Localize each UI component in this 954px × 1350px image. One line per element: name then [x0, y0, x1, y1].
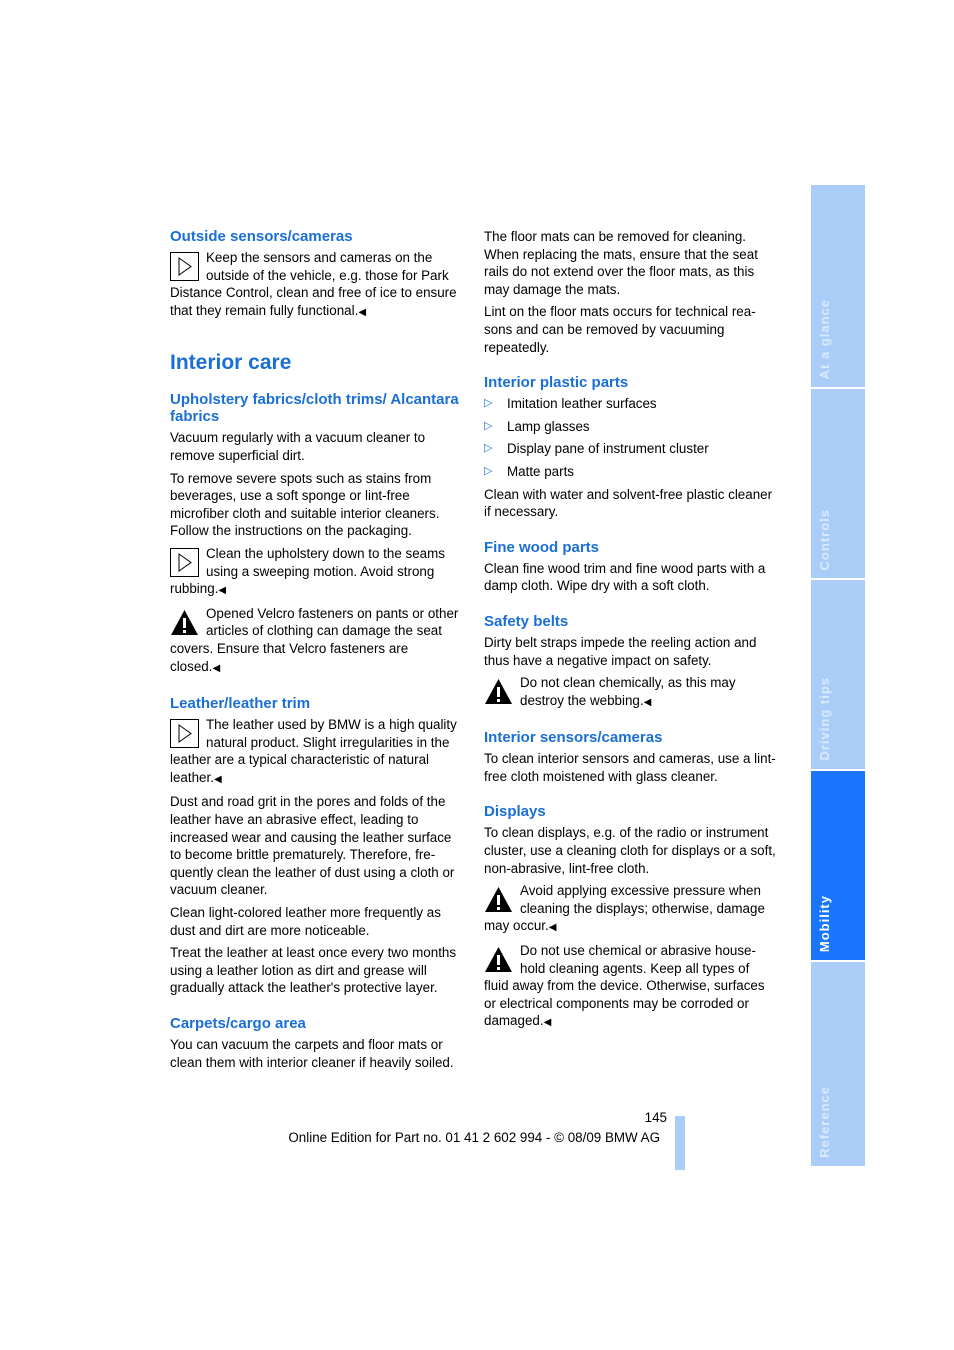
right-column	[484, 228, 776, 1037]
warning-triangle-icon	[484, 885, 513, 914]
floor-mats-p1: The floor mats can be removed for cleaning. When replacing the mats, ensure that the seat rails do not extend over the floor mats, as this may damage the mats.	[484, 229, 758, 297]
warning-text: Opened Velcro fasteners on pants or other articles of clothing can damage the seat covers. Ensure that Velcro fasteners are closed.	[170, 605, 459, 674]
leather-p1: Dust and road grit in the pores and folds of the leather have an abrasive effect, leading to increased wear and causing the leather surface to become brittle prematurely. Therefore, fre-quently clean the leather of dust using a cloth or vacuum cleaner.	[170, 794, 455, 898]
upholstery-p1: Vacuum regularly with a vacuum cleaner to remove superficial dirt.	[170, 430, 426, 463]
outside-sensors-note	[170, 249, 462, 321]
plastic-heading: Interior plastic parts	[484, 374, 629, 392]
wood-p1: Clean fine wood trim and fine wood parts with a damp cloth. Wipe dry with a soft cloth.	[484, 560, 766, 594]
edition-text: Online Edition for Part no. 01 41 2 602 994 - © 08/09 BMW AG	[288, 1130, 660, 1145]
sensors-heading: Interior sensors/cameras	[484, 729, 663, 747]
tab-label: Mobility	[817, 894, 832, 952]
leather-p2: Clean light-colored leather more frequently as dust and dirt are more noticeable.	[170, 905, 441, 938]
carpets-heading: Carpets/cargo area	[170, 1015, 306, 1032]
end-mark: ◀	[548, 922, 557, 934]
upholstery-warning	[170, 605, 462, 677]
warning-text: Avoid applying excessive pressure when cleaning the displays; otherwise, damage may occur.	[484, 883, 765, 934]
end-mark: ◀	[358, 306, 367, 318]
plastic-p1: Clean with water and solvent-free plastic cleaner if necessary.	[484, 486, 773, 520]
displays-warning-1	[484, 882, 776, 937]
list-item: ▷ Display pane of instrument cluster	[484, 441, 709, 457]
list-item: ▷ Matte parts	[484, 463, 574, 479]
end-mark: ◀	[643, 696, 652, 708]
tab-label: Driving tips	[817, 677, 832, 761]
tab-driving-tips[interactable]	[811, 580, 865, 769]
bullet-arrow-icon: ▷	[484, 419, 493, 432]
note-text: Clean the upholstery down to the seams using a sweeping motion. Avoid strong rubbing.	[170, 545, 445, 597]
carpets-p1: You can vacuum the carpets and floor mats or clean them with interior cleaner if heavily soiled.	[170, 1037, 454, 1070]
bullet-arrow-icon: ▷	[484, 464, 493, 477]
tab-label: Reference	[817, 1086, 832, 1158]
displays-p1: To clean displays, e.g. of the radio or instrument cluster, use a cleaning cloth for displays or a soft, non-abrasive, lint-free cloth.	[484, 825, 776, 876]
tab-label: At a glance	[817, 298, 832, 379]
tab-at-a-glance[interactable]	[811, 185, 865, 387]
list-item: ▷ Imitation leather surfaces	[484, 396, 657, 412]
page-title: Interior care	[170, 351, 292, 375]
end-mark: ◀	[213, 773, 222, 785]
page-number: 145	[644, 1110, 667, 1125]
belts-warning	[484, 674, 776, 711]
upholstery-note	[170, 545, 462, 600]
end-mark: ◀	[543, 1017, 552, 1029]
end-mark: ◀	[212, 662, 221, 674]
footer-marker-bar	[675, 1116, 685, 1170]
warning-triangle-icon	[170, 608, 199, 637]
leather-note	[170, 716, 462, 788]
note-text: The leather used by BMW is a high quality natural product. Slight irregularities in the leather are a typical characteristic of natural leather.	[170, 717, 457, 785]
belts-heading: Safety belts	[484, 612, 569, 630]
tab-mobility[interactable]	[811, 771, 865, 960]
end-mark: ◀	[218, 585, 227, 597]
floor-mats-p2: Lint on the floor mats occurs for technical rea-sons and can be removed by vacuuming repeatedly.	[484, 304, 756, 355]
bullet-arrow-icon: ▷	[484, 397, 493, 410]
tab-controls[interactable]	[811, 389, 865, 578]
note-arrow-icon	[170, 252, 199, 281]
leather-p3: Treat the leather at least once every two months using a leather lotion as dirt and grease will gradually attack the leather's protective layer.	[170, 945, 457, 996]
note-arrow-icon	[170, 548, 199, 577]
upholstery-heading: Upholstery fabrics/cloth trims/ Alcantara fabrics	[170, 391, 459, 426]
warning-text: Do not clean chemically, as this may destroy the webbing.	[520, 675, 736, 708]
warning-text: Do not use chemical or abrasive house-hold cleaning agents. Keep all types of fluid away from the device. Otherwise, surfaces or electrical components may be corroded or damaged.	[484, 943, 765, 1029]
warning-triangle-icon	[484, 945, 513, 974]
warning-triangle-icon	[484, 677, 513, 706]
left-column	[170, 228, 462, 1076]
displays-heading: Displays	[484, 803, 546, 821]
wood-heading: Fine wood parts	[484, 538, 600, 556]
upholstery-p2: To remove severe spots such as stains from beverages, use a soft sponge or lint-free microfiber cloth and suitable interior cleaners. Follow the instructions on the packaging.	[170, 470, 440, 539]
plastic-list	[484, 395, 776, 480]
belts-p1: Dirty belt straps impede the reeling action and thus have a negative impact on safety.	[484, 634, 757, 668]
tab-label: Controls	[817, 508, 832, 570]
tab-reference[interactable]	[811, 962, 865, 1166]
note-text: Keep the sensors and cameras on the outside of the vehicle, e.g. those for Park Distance Control, clean and free of ice to ensure that they remain fully functional.	[170, 250, 457, 318]
note-arrow-icon	[170, 719, 199, 748]
leather-heading: Leather/leather trim	[170, 695, 311, 713]
displays-warning-2	[484, 942, 776, 1032]
list-item: ▷ Lamp glasses	[484, 418, 590, 434]
bullet-arrow-icon: ▷	[484, 442, 493, 455]
outside-sensors-heading: Outside sensors/cameras	[170, 228, 353, 245]
sensors-p1: To clean interior sensors and cameras, use a lint-free cloth moistened with glass cleaner.	[484, 751, 776, 784]
